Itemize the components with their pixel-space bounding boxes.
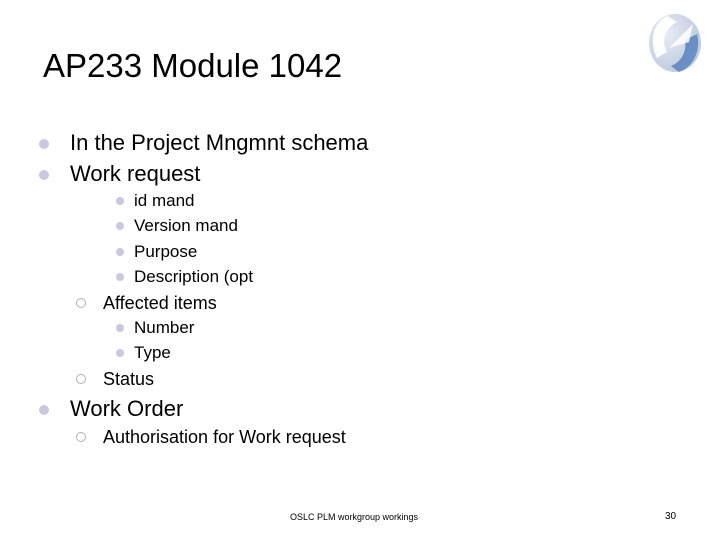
- list-item-text: Affected items: [103, 293, 217, 313]
- list-item: [70, 396, 183, 422]
- list-item-text: id mand: [134, 191, 195, 210]
- list-item: [70, 130, 368, 156]
- list-item-text: Work request: [70, 161, 201, 186]
- list-item: [103, 426, 346, 448]
- list-item: [134, 216, 238, 236]
- page-number: 30: [665, 511, 677, 522]
- bullet-icon: [116, 324, 124, 332]
- bullet-icon: [116, 273, 124, 281]
- list-item-text: Description (opt: [134, 267, 254, 286]
- list-item: [134, 343, 171, 363]
- bullet-icon: [116, 197, 124, 205]
- list-item-text: Version mand: [134, 216, 238, 235]
- hollow-bullet-icon: [76, 432, 86, 442]
- list-item-text: Status: [103, 369, 155, 389]
- slide-footer: OSLC PLM workgroup workings: [290, 512, 419, 522]
- bullet-icon: [39, 139, 49, 149]
- list-item: [103, 368, 154, 390]
- list-item-text: In the Project Mngmnt schema: [70, 130, 369, 155]
- list-item: [134, 242, 197, 262]
- list-item: [70, 161, 200, 187]
- bullet-icon: [116, 248, 124, 256]
- slide-title: AP233 Module 1042: [43, 47, 343, 84]
- bullet-icon: [39, 170, 49, 180]
- bullet-icon: [39, 405, 49, 415]
- bullet-icon: [116, 222, 124, 230]
- list-item-text: Number: [134, 318, 195, 337]
- list-item: [134, 267, 253, 287]
- hollow-bullet-icon: [76, 298, 86, 308]
- circular-logo-icon: [645, 12, 703, 74]
- bullet-icon: [116, 349, 124, 357]
- list-item: [134, 318, 194, 338]
- list-item: [103, 292, 217, 314]
- list-item-text: Purpose: [134, 242, 198, 261]
- list-item-text: Authorisation for Work request: [103, 427, 346, 447]
- list-item-text: Work Order: [70, 396, 184, 421]
- list-item-text: Type: [134, 343, 171, 362]
- hollow-bullet-icon: [76, 374, 86, 384]
- list-item: [134, 191, 194, 211]
